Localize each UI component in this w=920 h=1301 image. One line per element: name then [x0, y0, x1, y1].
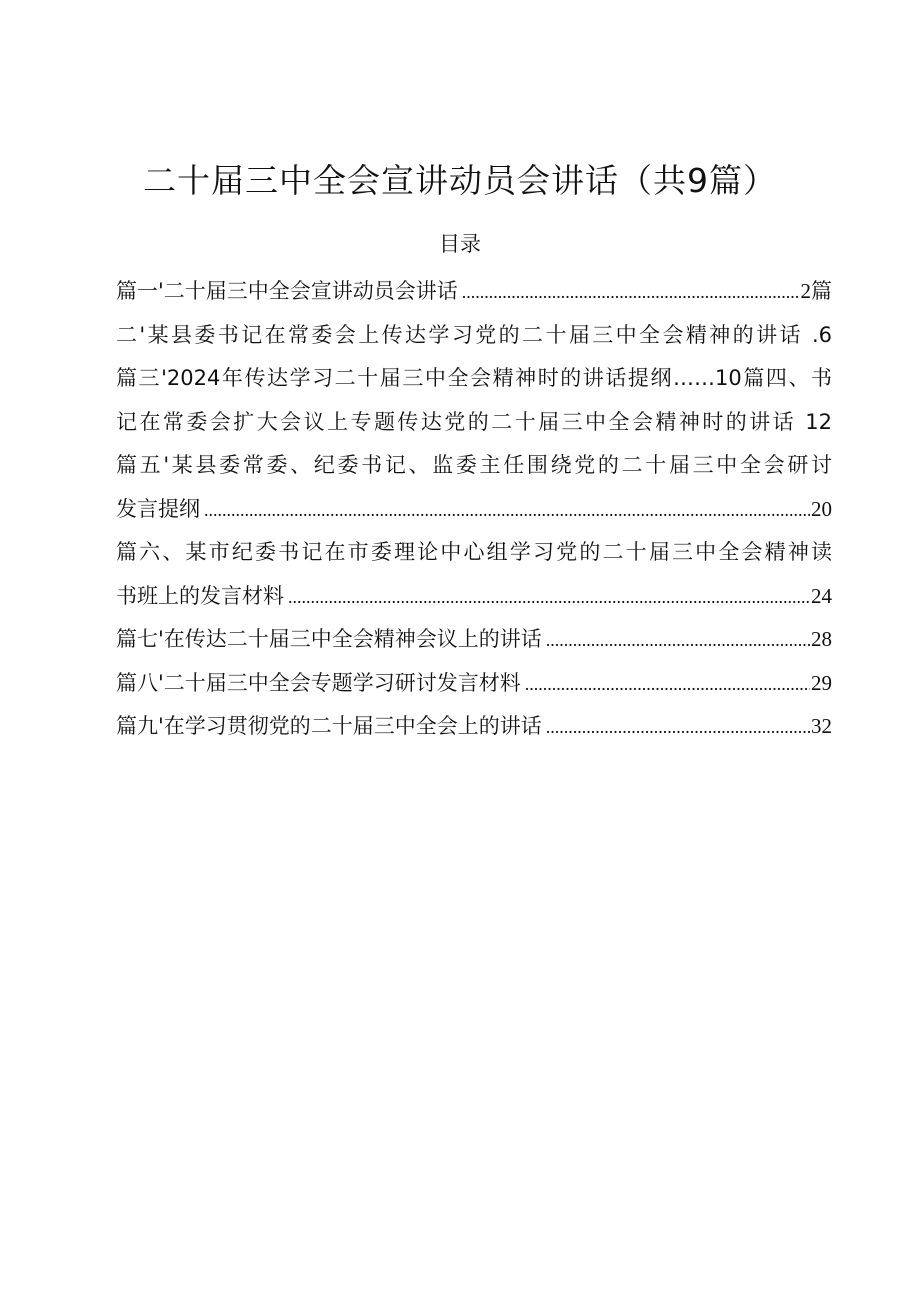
toc-entry-7[interactable] [116, 618, 832, 662]
toc-entry-6[interactable] [116, 531, 832, 575]
dot-leader [546, 706, 810, 749]
toc-page-number: 28 [811, 627, 832, 651]
dot-leader [288, 576, 810, 619]
toc-page-number: 2 [800, 279, 811, 303]
toc-page-number: 20 [811, 496, 832, 521]
toc-entry-text: 篇三'2024年传达学习二十届三中全会精神时的讲话提纲……10篇四、书 [116, 366, 832, 390]
toc-entry-text: 篇一'二十届三中全会宣讲动员会讲话 [116, 279, 458, 303]
dot-leader [525, 663, 810, 706]
toc-entry-4-continued[interactable] [116, 401, 832, 445]
toc-entry-text: 发言提纲 [116, 496, 200, 521]
toc-heading: 目录 [439, 232, 481, 256]
dot-leader [462, 271, 800, 314]
toc-entry-8[interactable] [116, 662, 832, 706]
toc-entry-text: 篇六、某市纪委书记在市委理论中心组学习党的二十届三中全会精神读 [116, 540, 832, 564]
toc-entry-text: 书班上的发言材料 [116, 583, 284, 608]
table-of-contents [116, 270, 832, 749]
dot-leader [204, 489, 810, 532]
toc-entry-1[interactable] [116, 270, 832, 314]
toc-page-number: 32 [811, 714, 832, 738]
toc-entry-2[interactable] [116, 314, 832, 358]
dot-leader [546, 619, 810, 662]
toc-entry-3[interactable] [116, 357, 832, 401]
toc-page-number: 29 [811, 670, 832, 695]
toc-entry-continuation: 篇 [811, 279, 832, 303]
toc-entry-text: 篇七'在传达二十届三中全会精神会议上的讲话 [116, 627, 542, 651]
toc-entry-5-continued[interactable] [116, 488, 832, 532]
toc-entry-text: 篇八'二十届三中全会专题学习研讨发言材料 [116, 670, 521, 695]
toc-entry-text: 记在常委会扩大会议上专题传达党的二十届三中全会精神时的讲话 12 [116, 409, 832, 434]
toc-entry-text: 二'某县委书记在常委会上传达学习党的二十届三中全会精神的讲话 .6 [116, 322, 832, 347]
toc-entry-5[interactable] [116, 444, 832, 488]
toc-entry-text: 篇九'在学习贯彻党的二十届三中全会上的讲话 [116, 714, 542, 738]
toc-entry-text: 篇五'某县委常委、纪委书记、监委主任围绕党的二十届三中全会研讨 [116, 453, 832, 477]
toc-entry-9[interactable] [116, 705, 832, 749]
document-title: 二十届三中全会宣讲动员会讲话（共9篇） [143, 161, 777, 201]
toc-page-number: 24 [811, 583, 832, 608]
toc-entry-6-continued[interactable] [116, 575, 832, 619]
